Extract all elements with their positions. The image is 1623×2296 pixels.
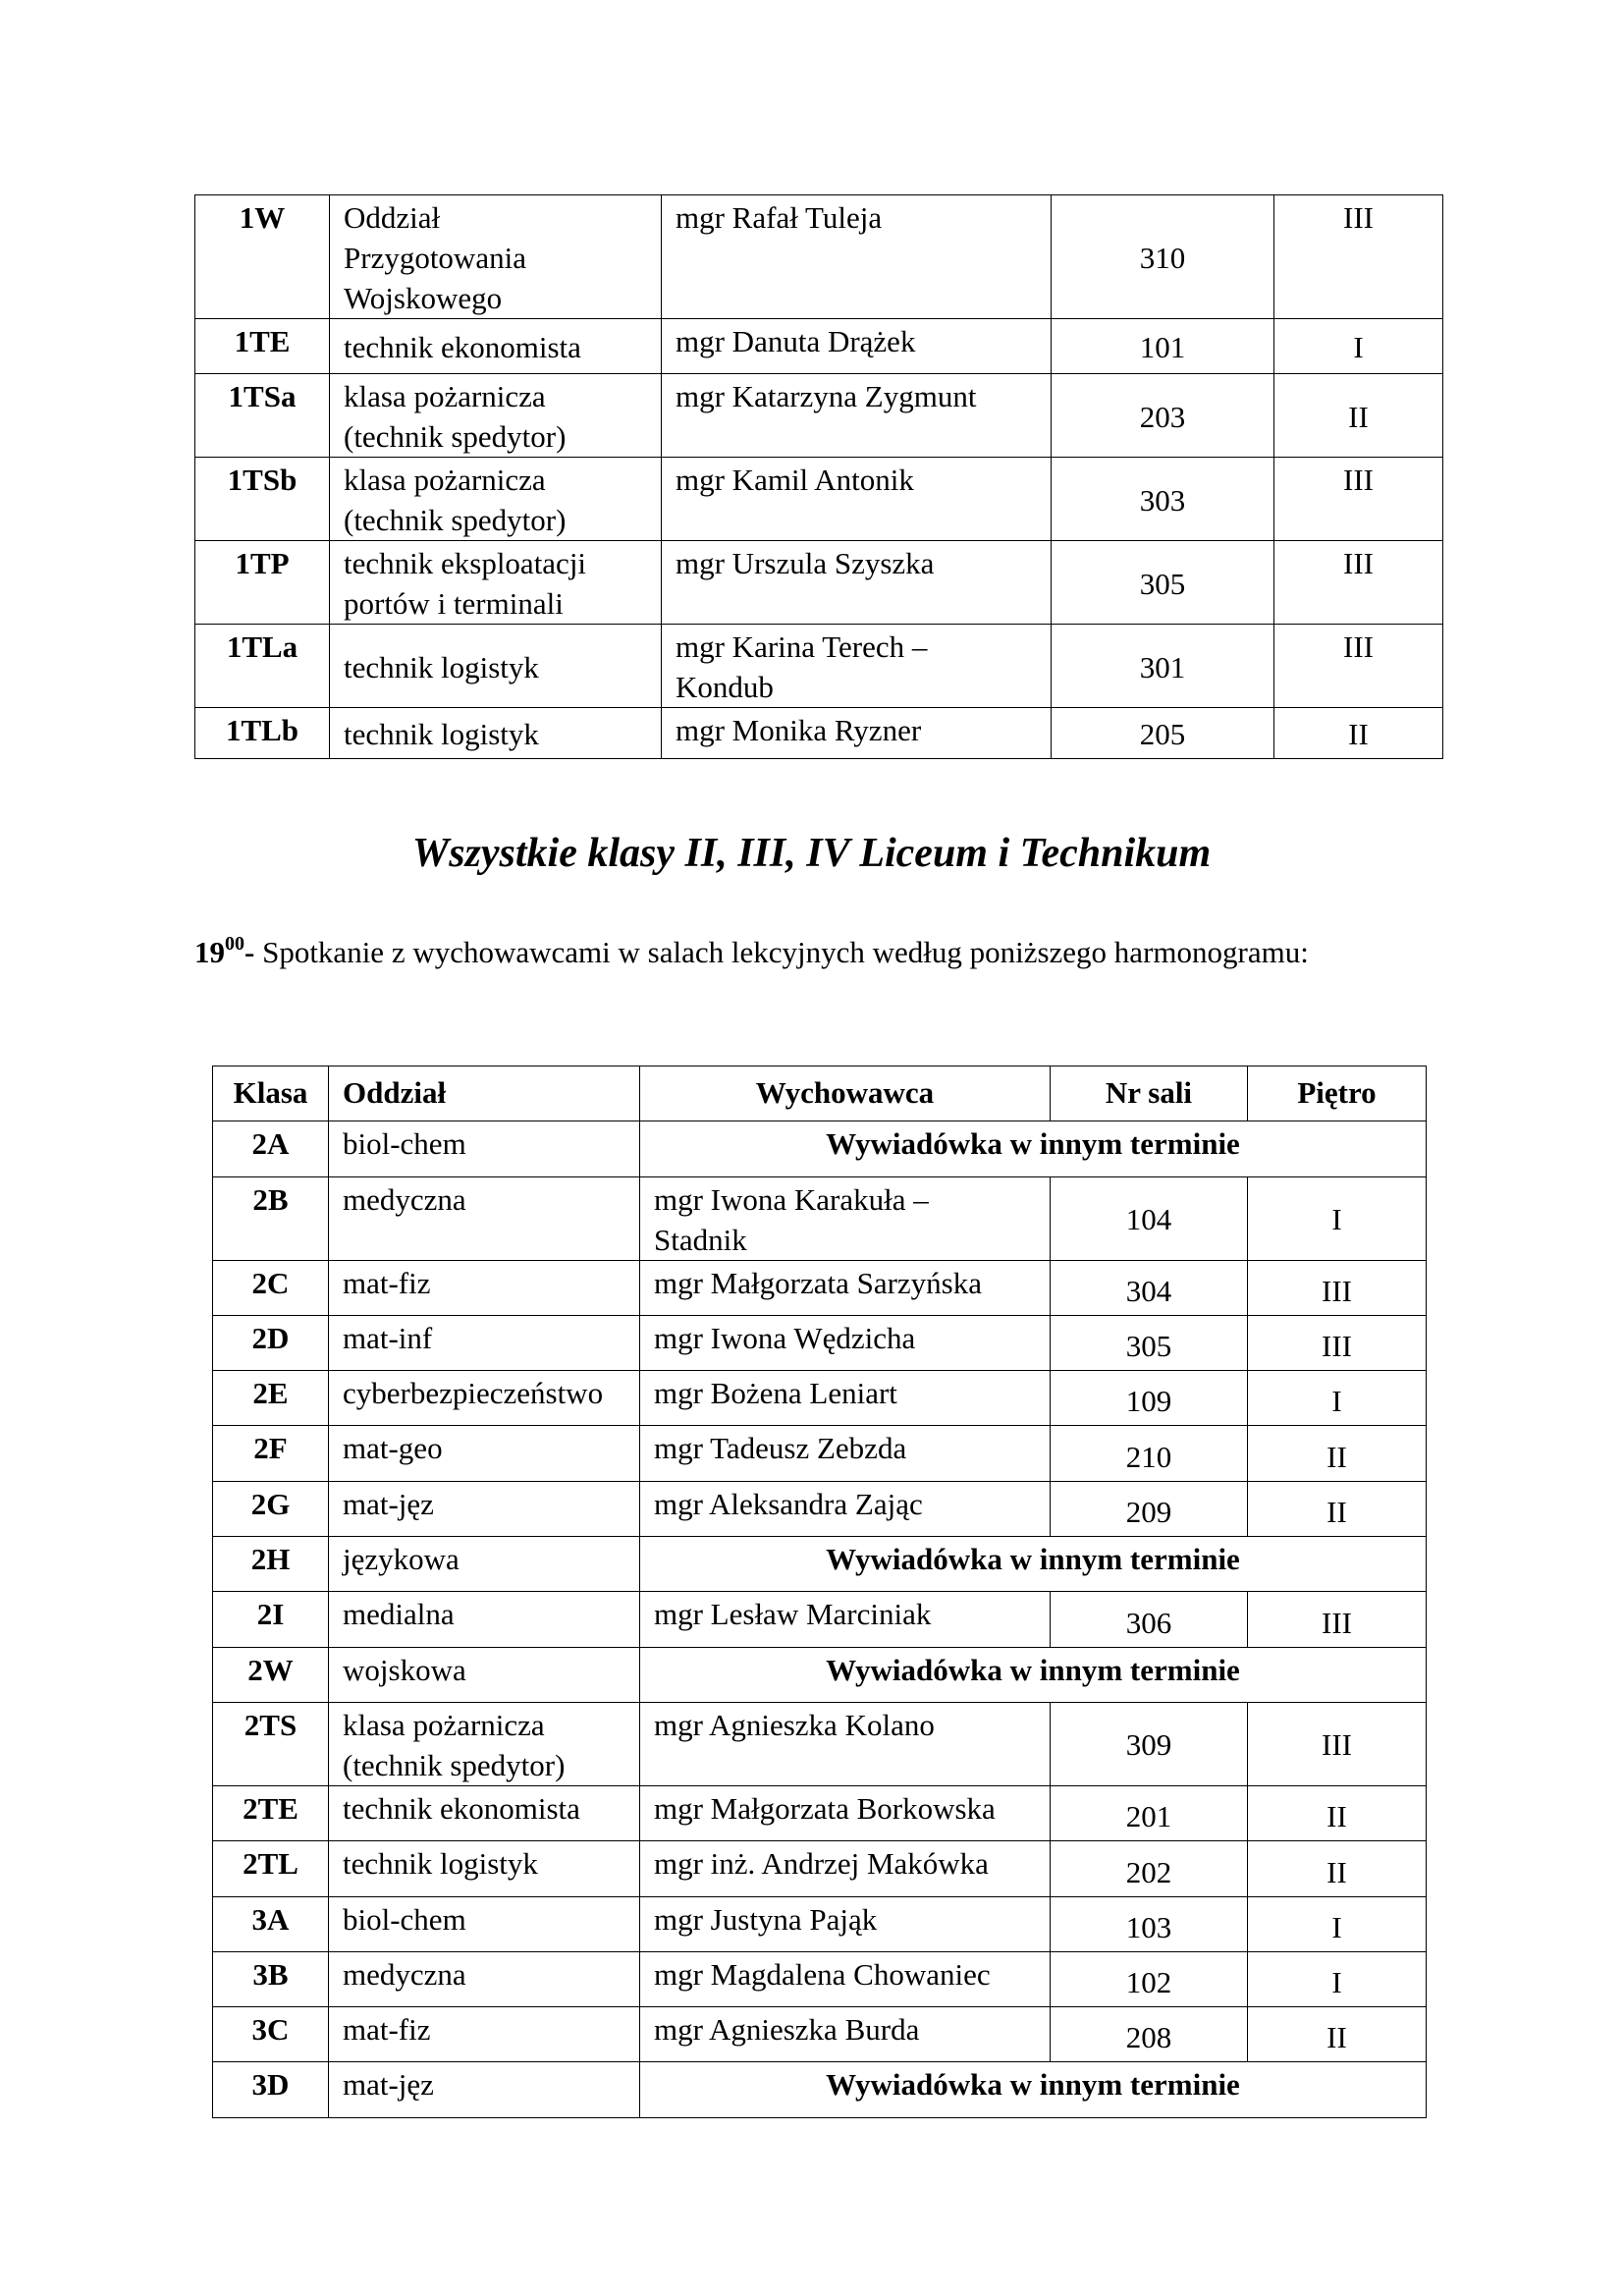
cell-klasa: 1W (195, 195, 330, 319)
meeting-text: Spotkanie z wychowawcami w salach lekcyjnych według poniższego harmonogramu: (254, 935, 1309, 969)
cell-nr-sali: 306 (1051, 1592, 1248, 1647)
table-row (195, 541, 1443, 625)
cell-oddzial: mat-jęz (329, 1481, 640, 1536)
cell-oddzial: technik logistyk (330, 625, 662, 708)
cell-nr-sali: 305 (1052, 541, 1274, 625)
table-row (213, 1260, 1427, 1315)
cell-oddzial: medialna (329, 1592, 640, 1647)
cell-oddzial: medyczna (329, 1951, 640, 2006)
cell-oddzial-line: Przygotowania (344, 241, 526, 275)
table-row (213, 1481, 1427, 1536)
meeting-minutes: 00 (225, 933, 244, 955)
table-row (195, 319, 1443, 374)
cell-wychowawca: mgr inż. Andrzej Makówka (640, 1841, 1051, 1896)
cell-klasa: 2W (213, 1647, 329, 1702)
cell-pietro: I (1248, 1371, 1427, 1426)
cell-nr-sali: 304 (1051, 1260, 1248, 1315)
header-nr-sali: Nr sali (1051, 1066, 1248, 1121)
table-row (195, 458, 1443, 541)
cell-pietro: III (1248, 1702, 1427, 1785)
cell-wychowawca: mgr Katarzyna Zygmunt (662, 374, 1052, 458)
cell-nr-sali: 202 (1051, 1841, 1248, 1896)
cell-oddzial (329, 1702, 640, 1785)
table-upper-classes (212, 1066, 1427, 2118)
cell-oddzial: cyberbezpieczeństwo (329, 1371, 640, 1426)
cell-oddzial (330, 458, 662, 541)
cell-oddzial: medyczna (329, 1176, 640, 1260)
cell-oddzial: biol-chem (329, 1896, 640, 1951)
cell-klasa: 2TE (213, 1785, 329, 1840)
cell-wychowawca: mgr Magdalena Chowaniec (640, 1951, 1051, 2006)
cell-pietro: II (1248, 1841, 1427, 1896)
cell-oddzial-line: (technik spedytor) (344, 503, 567, 537)
table-row (195, 374, 1443, 458)
cell-pietro: III (1248, 1260, 1427, 1315)
cell-pietro: II (1274, 708, 1443, 759)
cell-klasa: 2H (213, 1537, 329, 1592)
cell-wychowawca-line: mgr Karina Terech – (676, 629, 928, 664)
cell-wychowawca-line: Kondub (676, 670, 774, 704)
table-row (213, 2007, 1427, 2062)
cell-oddzial: mat-fiz (329, 2007, 640, 2062)
cell-pietro: I (1248, 1951, 1427, 2006)
cell-nr-sali: 201 (1051, 1785, 1248, 1840)
table-first-year-body (195, 195, 1443, 759)
cell-oddzial-line: klasa pożarnicza (344, 379, 546, 413)
cell-klasa: 2A (213, 1121, 329, 1176)
cell-note: Wywiadówka w innym terminie (640, 1121, 1427, 1176)
cell-nr-sali: 102 (1051, 1951, 1248, 2006)
cell-nr-sali: 310 (1052, 195, 1274, 319)
cell-klasa: 3B (213, 1951, 329, 2006)
table-upper-body (213, 1121, 1427, 2117)
header-oddzial: Oddział (329, 1066, 640, 1121)
cell-klasa: 2TL (213, 1841, 329, 1896)
cell-oddzial: technik logistyk (329, 1841, 640, 1896)
cell-pietro: III (1274, 458, 1443, 541)
header-pietro: Piętro (1248, 1066, 1427, 1121)
cell-oddzial: technik ekonomista (330, 319, 662, 374)
cell-klasa: 2G (213, 1481, 329, 1536)
cell-oddzial: językowa (329, 1537, 640, 1592)
table-row (195, 708, 1443, 759)
table-row (213, 1702, 1427, 1785)
cell-oddzial: mat-fiz (329, 1260, 640, 1315)
cell-pietro: III (1248, 1592, 1427, 1647)
cell-pietro: II (1248, 1426, 1427, 1481)
table-row (213, 1315, 1427, 1370)
cell-wychowawca (662, 625, 1052, 708)
cell-pietro: II (1248, 1785, 1427, 1840)
table-row (195, 195, 1443, 319)
cell-oddzial (330, 374, 662, 458)
cell-nr-sali: 301 (1052, 625, 1274, 708)
cell-nr-sali: 203 (1052, 374, 1274, 458)
meeting-hour: 19 (194, 935, 225, 969)
table-row (213, 1841, 1427, 1896)
cell-klasa: 1TLa (195, 625, 330, 708)
cell-wychowawca: mgr Aleksandra Zając (640, 1481, 1051, 1536)
cell-pietro: I (1274, 319, 1443, 374)
cell-pietro: II (1248, 2007, 1427, 2062)
cell-oddzial: mat-jęz (329, 2062, 640, 2117)
header-klasa: Klasa (213, 1066, 329, 1121)
cell-wychowawca: mgr Danuta Drążek (662, 319, 1052, 374)
cell-oddzial: biol-chem (329, 1121, 640, 1176)
cell-pietro: III (1274, 541, 1443, 625)
cell-wychowawca: mgr Bożena Leniart (640, 1371, 1051, 1426)
table-row (213, 1896, 1427, 1951)
cell-klasa: 3D (213, 2062, 329, 2117)
cell-oddzial-line: klasa pożarnicza (343, 1707, 545, 1742)
cell-pietro: II (1248, 1481, 1427, 1536)
cell-wychowawca: mgr Kamil Antonik (662, 458, 1052, 541)
cell-klasa: 1TP (195, 541, 330, 625)
cell-nr-sali: 101 (1052, 319, 1274, 374)
cell-oddzial-line: technik eksploatacji (344, 546, 587, 580)
cell-klasa: 1TSb (195, 458, 330, 541)
cell-oddzial: wojskowa (329, 1647, 640, 1702)
cell-oddzial: mat-inf (329, 1315, 640, 1370)
cell-klasa: 2TS (213, 1702, 329, 1785)
cell-pietro: III (1274, 195, 1443, 319)
cell-klasa: 1TLb (195, 708, 330, 759)
cell-oddzial-line: portów i terminali (344, 586, 564, 621)
cell-nr-sali: 205 (1052, 708, 1274, 759)
table-row (213, 1121, 1427, 1176)
cell-klasa: 2D (213, 1315, 329, 1370)
table-header-row (213, 1066, 1427, 1121)
table-first-year-classes (194, 194, 1443, 759)
cell-note: Wywiadówka w innym terminie (640, 1647, 1427, 1702)
table-row (213, 1176, 1427, 1260)
table-row (213, 1647, 1427, 1702)
table-row (213, 1426, 1427, 1481)
header-wychowawca: Wychowawca (640, 1066, 1051, 1121)
cell-wychowawca: mgr Tadeusz Zebzda (640, 1426, 1051, 1481)
cell-pietro: II (1274, 374, 1443, 458)
cell-wychowawca (640, 1176, 1051, 1260)
cell-nr-sali: 305 (1051, 1315, 1248, 1370)
cell-oddzial-line: (technik spedytor) (344, 419, 567, 454)
cell-klasa: 2F (213, 1426, 329, 1481)
table-row (195, 625, 1443, 708)
meeting-intro (194, 933, 1309, 972)
cell-wychowawca: mgr Urszula Szyszka (662, 541, 1052, 625)
cell-wychowawca: mgr Małgorzata Borkowska (640, 1785, 1051, 1840)
cell-note: Wywiadówka w innym terminie (640, 1537, 1427, 1592)
cell-wychowawca: mgr Iwona Wędzicha (640, 1315, 1051, 1370)
table-row (213, 1537, 1427, 1592)
cell-nr-sali: 309 (1051, 1702, 1248, 1785)
cell-oddzial: technik logistyk (330, 708, 662, 759)
cell-oddzial: mat-geo (329, 1426, 640, 1481)
cell-oddzial (330, 195, 662, 319)
section-heading: Wszystkie klasy II, III, IV Liceum i Technikum (411, 831, 1212, 876)
cell-klasa: 1TSa (195, 374, 330, 458)
cell-klasa: 3C (213, 2007, 329, 2062)
cell-wychowawca: mgr Agnieszka Burda (640, 2007, 1051, 2062)
cell-pietro: I (1248, 1896, 1427, 1951)
cell-wychowawca: mgr Monika Ryzner (662, 708, 1052, 759)
cell-nr-sali: 210 (1051, 1426, 1248, 1481)
cell-oddzial-line: (technik spedytor) (343, 1747, 566, 1782)
cell-klasa: 1TE (195, 319, 330, 374)
cell-note: Wywiadówka w innym terminie (640, 2062, 1427, 2117)
cell-nr-sali: 208 (1051, 2007, 1248, 2062)
table-row (213, 1951, 1427, 2006)
cell-klasa: 3A (213, 1896, 329, 1951)
cell-pietro: I (1248, 1176, 1427, 1260)
table-row (213, 1785, 1427, 1840)
cell-nr-sali: 303 (1052, 458, 1274, 541)
cell-wychowawca: mgr Rafał Tuleja (662, 195, 1052, 319)
cell-pietro: III (1248, 1315, 1427, 1370)
cell-klasa: 2C (213, 1260, 329, 1315)
cell-wychowawca: mgr Lesław Marciniak (640, 1592, 1051, 1647)
cell-klasa: 2E (213, 1371, 329, 1426)
cell-klasa: 2I (213, 1592, 329, 1647)
table-row (213, 1371, 1427, 1426)
cell-nr-sali: 209 (1051, 1481, 1248, 1536)
cell-oddzial: technik ekonomista (329, 1785, 640, 1840)
cell-oddzial-line: Oddział (344, 200, 441, 235)
table-row (213, 2062, 1427, 2117)
meeting-dash: - (244, 935, 255, 969)
cell-nr-sali: 104 (1051, 1176, 1248, 1260)
cell-pietro: III (1274, 625, 1443, 708)
cell-klasa: 2B (213, 1176, 329, 1260)
cell-wychowawca-line: Stadnik (654, 1222, 747, 1257)
cell-wychowawca: mgr Agnieszka Kolano (640, 1702, 1051, 1785)
cell-nr-sali: 103 (1051, 1896, 1248, 1951)
cell-oddzial (330, 541, 662, 625)
cell-wychowawca: mgr Małgorzata Sarzyńska (640, 1260, 1051, 1315)
cell-oddzial-line: Wojskowego (344, 281, 503, 315)
cell-wychowawca-line: mgr Iwona Karakuła – (654, 1181, 929, 1217)
table-row (213, 1592, 1427, 1647)
cell-wychowawca: mgr Justyna Pająk (640, 1896, 1051, 1951)
cell-oddzial-line: klasa pożarnicza (344, 463, 546, 497)
cell-nr-sali: 109 (1051, 1371, 1248, 1426)
